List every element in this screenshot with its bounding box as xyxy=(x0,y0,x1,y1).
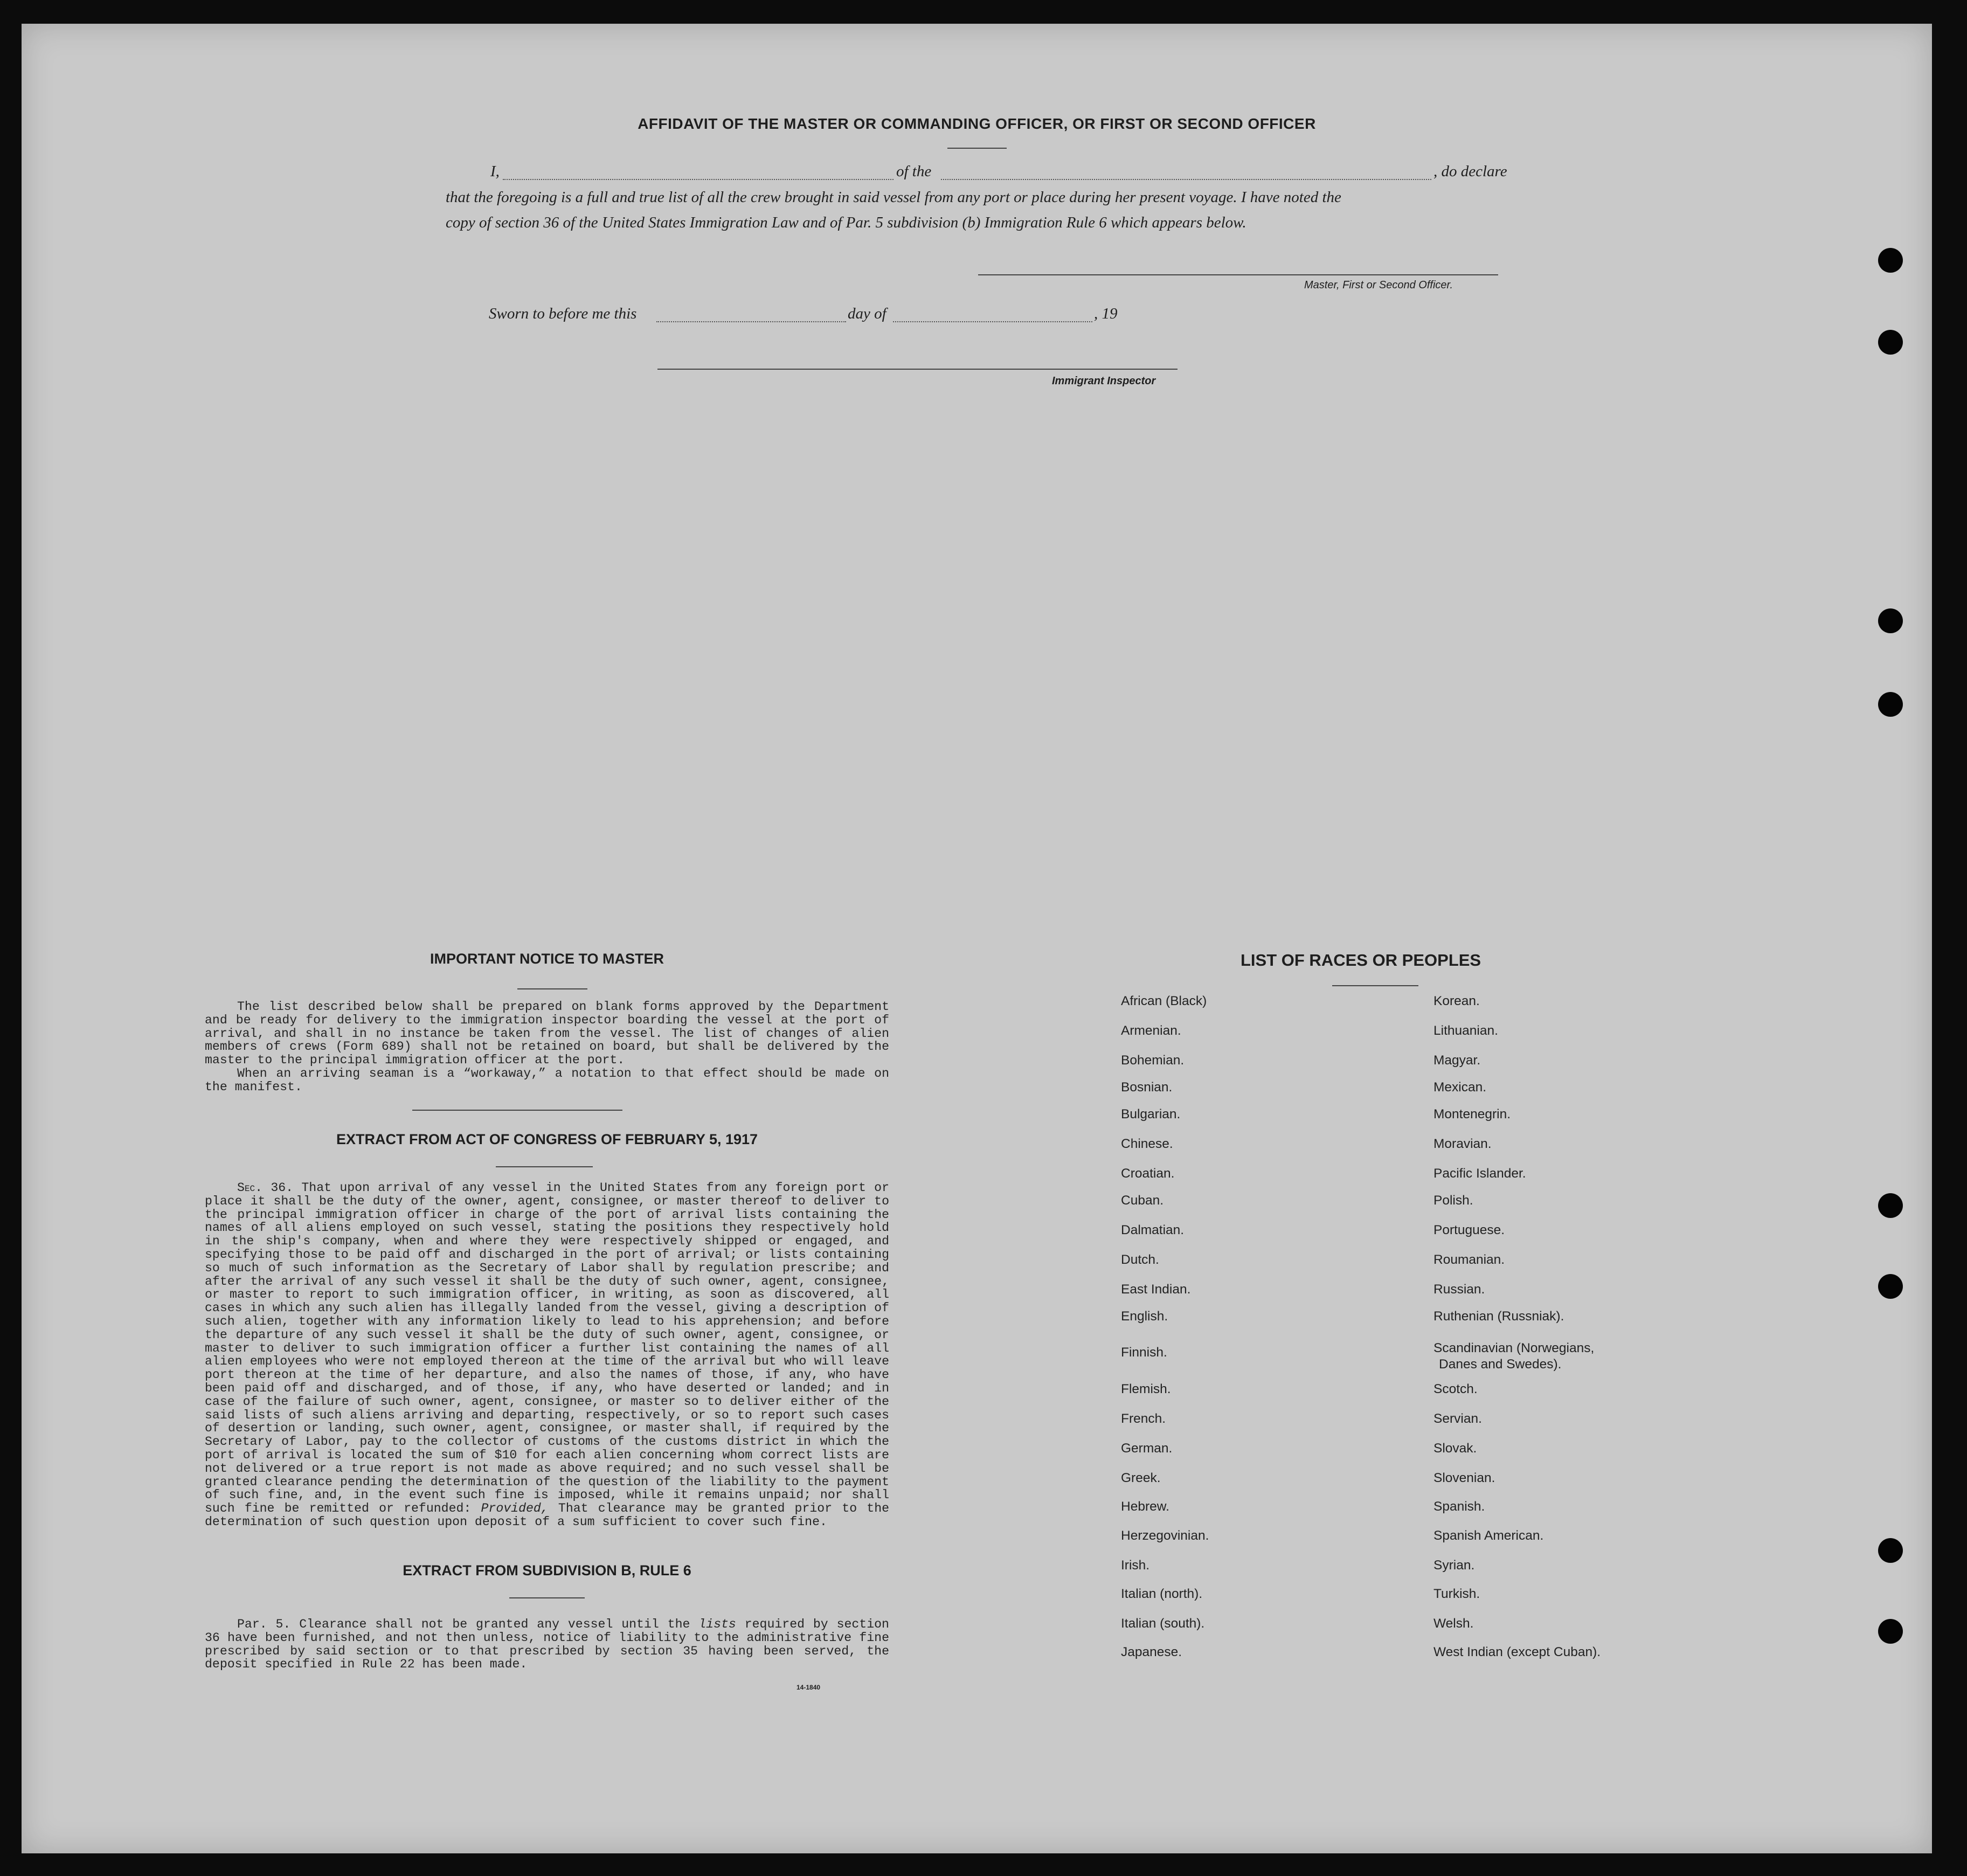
title-underline xyxy=(947,148,1007,149)
race-item: Slovenian. xyxy=(1433,1471,1495,1485)
affidavit-i-label: I, xyxy=(490,163,500,180)
race-item: Spanish American. xyxy=(1433,1528,1544,1543)
affidavit-line-2: that the foregoing is a full and true list of all the crew brought in said vessel from any port or place during her present voyage. I have noted the xyxy=(446,189,1341,206)
race-item: Syrian. xyxy=(1433,1558,1475,1573)
form-sheet xyxy=(22,24,1932,1853)
binder-hole xyxy=(1878,692,1903,717)
race-item: Japanese. xyxy=(1121,1645,1182,1659)
race-item: Flemish. xyxy=(1121,1382,1171,1396)
rule-paragraph-5: Par. 5. Clearance shall not be granted any vessel until the lists required by section 36 have been furnished, and not then unless, notice of liability to the administrative fine prescribed by said section or to that prescribed by section 35 having been served, the deposit specified in Rule 22 has been made. xyxy=(205,1617,889,1672)
notice-title: IMPORTANT NOTICE TO MASTER xyxy=(430,951,664,967)
race-item: Dutch. xyxy=(1121,1252,1159,1267)
race-item: Armenian. xyxy=(1121,1023,1181,1038)
race-item: Roumanian. xyxy=(1433,1252,1505,1267)
race-item: Cuban. xyxy=(1121,1193,1164,1208)
race-item: Polish. xyxy=(1433,1193,1473,1208)
race-item: Ruthenian (Russniak). xyxy=(1433,1309,1564,1324)
binder-hole xyxy=(1878,1619,1903,1644)
affidavit-title: AFFIDAVIT OF THE MASTER OR COMMANDING OFFICER, OR FIRST OR SECOND OFFICER xyxy=(638,115,1316,132)
notice-body xyxy=(205,1000,889,1094)
section-divider xyxy=(412,1110,622,1111)
inspector-signature-label: Immigrant Inspector xyxy=(1052,375,1156,387)
binder-hole xyxy=(1878,248,1903,273)
notice-paragraph-1: The list described below shall be prepared on blank forms approved by the Department and be ready for delivery to the immigration inspector boarding the vessel at the port of arrival, and shall in no instance be taken from the vessel. The list of changes of alien members of crews (Form 689) shall not be retained on board, but shall be delivered by the master to the principal immigration officer at the port. xyxy=(205,1000,889,1068)
binder-hole xyxy=(1878,1538,1903,1563)
binder-hole xyxy=(1878,1274,1903,1299)
race-item: Moravian. xyxy=(1433,1137,1492,1151)
race-item: Irish. xyxy=(1121,1558,1150,1573)
inspector-signature-line[interactable] xyxy=(657,369,1178,370)
notice-underline xyxy=(517,988,587,989)
race-item: Greek. xyxy=(1121,1471,1161,1485)
race-item: Servian. xyxy=(1433,1411,1482,1426)
race-item: Chinese. xyxy=(1121,1137,1173,1151)
race-item-scandinavian-continued: Danes and Swedes). xyxy=(1439,1357,1562,1372)
affidavit-of-the-label: of the xyxy=(896,163,932,180)
race-item: Bohemian. xyxy=(1121,1053,1185,1068)
race-item: Bosnian. xyxy=(1121,1080,1173,1095)
race-item: Hebrew. xyxy=(1121,1499,1169,1514)
affidavit-declare-label: , do declare xyxy=(1433,163,1507,180)
race-item: French. xyxy=(1121,1411,1166,1426)
binder-hole xyxy=(1878,1193,1903,1218)
vessel-name-field[interactable] xyxy=(941,179,1431,180)
rule-title: EXTRACT FROM SUBDIVISION B, RULE 6 xyxy=(403,1562,691,1579)
race-item: English. xyxy=(1121,1309,1168,1324)
act-underline xyxy=(496,1166,593,1167)
race-item: Pacific Islander. xyxy=(1433,1166,1526,1181)
race-item: Korean. xyxy=(1433,994,1480,1008)
day-of-label: day of xyxy=(848,305,886,322)
races-underline xyxy=(1332,985,1418,986)
act-section-36: Sec. 36. That upon arrival of any vessel in the United States from any foreign port or place it shall be the duty of the owner, agent, consignee, or master thereof to deliver to the principal immigration officer in charge of the port of arrival lists containing the names of all aliens employed on such vessel, stating the positions they respectively hold in the ship's company, when and where they were respectively shipped or engaged, and specifying those to be paid off and discharged in the port of arrival; or lists containing so much of such information as the Secretary of Labor shall by regulation prescribe; and after the arrival of any such vessel it shall be the duty of such owner, agent, consignee, or master to report to such immigration officer, in writing, as soon as discovered, all cases in which any such alien has illegally landed from the vessel, giving a description of such alien, together with any information likely to lead to his apprehension; and before the departure of any such vessel it shall be the duty of such owner, agent, consignee, or master to deliver to such immigration officer a further list containing the names of all alien employees who were not employed thereon at the time of the arrival but who will leave port thereon at the time of her departure, and also the names of those, if any, who have been paid off and discharged, and of those, if any, who have deserted or landed; and in case of the failure of such owner, agent, consignee, or master so to deliver either of the said lists of such aliens arriving and departing, respectively, or so to report such cases of desertion or landing, such owner, agent, consignee, or master shall, if required by the Secretary of Labor, pay to the collector of customs of the customs district in which the port of arrival is located the sum of $10 for each alien concerning whom correct lists are not delivered or a true report is not made as above required; and no such vessel shall be granted clearance pending the determination of the question of the liability to the payment of such fine, and, in the event such fine is imposed, while it remains unpaid; nor shall such fine be remitted or refunded: Provided, That clearance may be granted prior to the determination of such question upon deposit of a sum sufficient to cover such fine. xyxy=(205,1181,890,1529)
race-item: Scandinavian (Norwegians, xyxy=(1433,1341,1595,1355)
binder-hole xyxy=(1878,608,1903,633)
master-signature-line[interactable] xyxy=(978,274,1498,275)
race-item: Mexican. xyxy=(1433,1080,1487,1095)
race-item: Scotch. xyxy=(1433,1382,1478,1396)
race-item: Welsh. xyxy=(1433,1616,1474,1631)
affidavit-line-3: copy of section 36 of the United States Immigration Law and of Par. 5 subdivision (b) Immigration Rule 6 which appears below. xyxy=(446,214,1246,231)
race-item: Bulgarian. xyxy=(1121,1107,1181,1122)
race-item: Italian (south). xyxy=(1121,1616,1205,1631)
race-item: Finnish. xyxy=(1121,1345,1167,1360)
binder-hole xyxy=(1878,330,1903,355)
master-signature-label: Master, First or Second Officer. xyxy=(1304,279,1453,291)
race-item: Spanish. xyxy=(1433,1499,1485,1514)
year-label: , 19 xyxy=(1094,305,1118,322)
notice-paragraph-2: When an arriving seaman is a “workaway,” a notation to that effect should be made on the manifest. xyxy=(205,1066,889,1094)
race-item: Montenegrin. xyxy=(1433,1107,1511,1122)
form-number: 14-1840 xyxy=(797,1684,821,1691)
sec-label: Sec. 36. xyxy=(237,1181,294,1195)
race-item: West Indian (except Cuban). xyxy=(1433,1645,1601,1659)
sworn-day-field[interactable] xyxy=(656,321,846,322)
race-item: Italian (north). xyxy=(1121,1587,1203,1601)
race-item: Portuguese. xyxy=(1433,1223,1505,1237)
race-item: Dalmatian. xyxy=(1121,1223,1185,1237)
race-item: Croatian. xyxy=(1121,1166,1175,1181)
master-name-field[interactable] xyxy=(503,179,894,180)
sworn-label: Sworn to before me this xyxy=(489,305,637,322)
rule-underline xyxy=(509,1597,585,1598)
sworn-month-field[interactable] xyxy=(893,321,1092,322)
race-item: Herzegovinian. xyxy=(1121,1528,1209,1543)
race-item: German. xyxy=(1121,1441,1173,1456)
race-item: Magyar. xyxy=(1433,1053,1481,1068)
race-item: Russian. xyxy=(1433,1282,1485,1297)
race-item: Lithuanian. xyxy=(1433,1023,1498,1038)
race-item: African (Black) xyxy=(1121,994,1207,1008)
race-item: East Indian. xyxy=(1121,1282,1191,1297)
race-item: Slovak. xyxy=(1433,1441,1477,1456)
race-item: Turkish. xyxy=(1433,1587,1480,1601)
act-title: EXTRACT FROM ACT OF CONGRESS OF FEBRUARY 5, 1917 xyxy=(336,1131,758,1147)
races-title: LIST OF RACES OR PEOPLES xyxy=(1241,951,1481,970)
